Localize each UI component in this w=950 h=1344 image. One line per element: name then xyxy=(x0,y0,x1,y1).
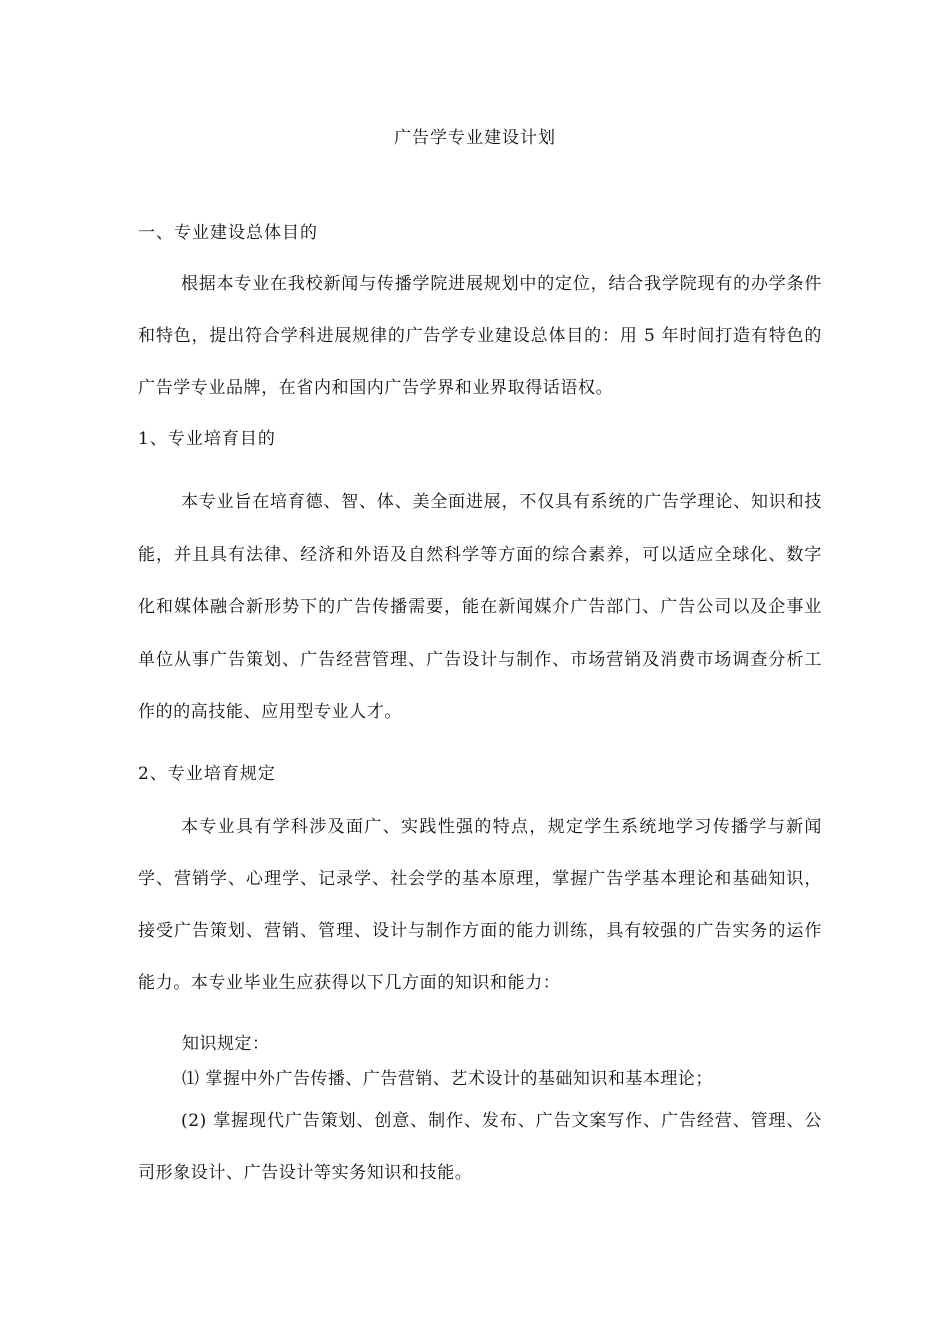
subsection-paragraph-training-requirements: 本专业具有学科涉及面广、实践性强的特点，规定学生系统地学习传播学与新闻学、营销学、心理学、记录学、社会学的基本原理，掌握广告学基本理论和基础知识，接受广告策划、营销、管理、设计与制作方面的能力训练，具有较强的广告实务的运作能力。本专业毕业生应获得以下几方面的知识和能力： xyxy=(138,817,822,993)
subsection-heading-training-goal: 1、专业培育目的 xyxy=(138,429,276,449)
document-title: 广告学专业建设计划 xyxy=(394,128,556,148)
subsection-paragraph-training-goal: 本专业旨在培育德、智、体、美全面进展，不仅具有系统的广告学理论、知识和技能，并且具有法律、经济和外语及自然科学等方面的综合素养，可以适应全球化、数字化和媒体融合新形势下的广告传播需要，能在新闻媒介广告部门、广告公司以及企事业单位从事广告策划、广告经营管理、广告设计与制作、市场营销及消费市场调查分析工作的的高技能、应用型专业人才。 xyxy=(138,492,822,722)
section-paragraph-overall-goal: 根据本专业在我校新闻与传播学院进展规划中的定位，结合我学院现有的办学条件和特色，提出符合学科进展规律的广告学专业建设总体目的：用 5 年时间打造有特色的广告学专业品牌，在省内和国内广告学界和业界取得话语权。 xyxy=(138,274,822,398)
knowledge-requirements-label: 知识规定： xyxy=(182,1034,270,1054)
section-heading-overall-goal: 一、专业建设总体目的 xyxy=(138,223,318,243)
knowledge-item-1: ⑴ 掌握中外广告传播、广告营销、艺术设计的基础知识和基本理论； xyxy=(182,1069,713,1089)
knowledge-item-2: (2) 掌握现代广告策划、创意、制作、发布、广告文案写作、广告经营、管理、公司形象设计、广告设计等实务知识和技能。 xyxy=(138,1111,822,1183)
subsection-heading-training-requirements: 2、专业培育规定 xyxy=(138,764,276,784)
